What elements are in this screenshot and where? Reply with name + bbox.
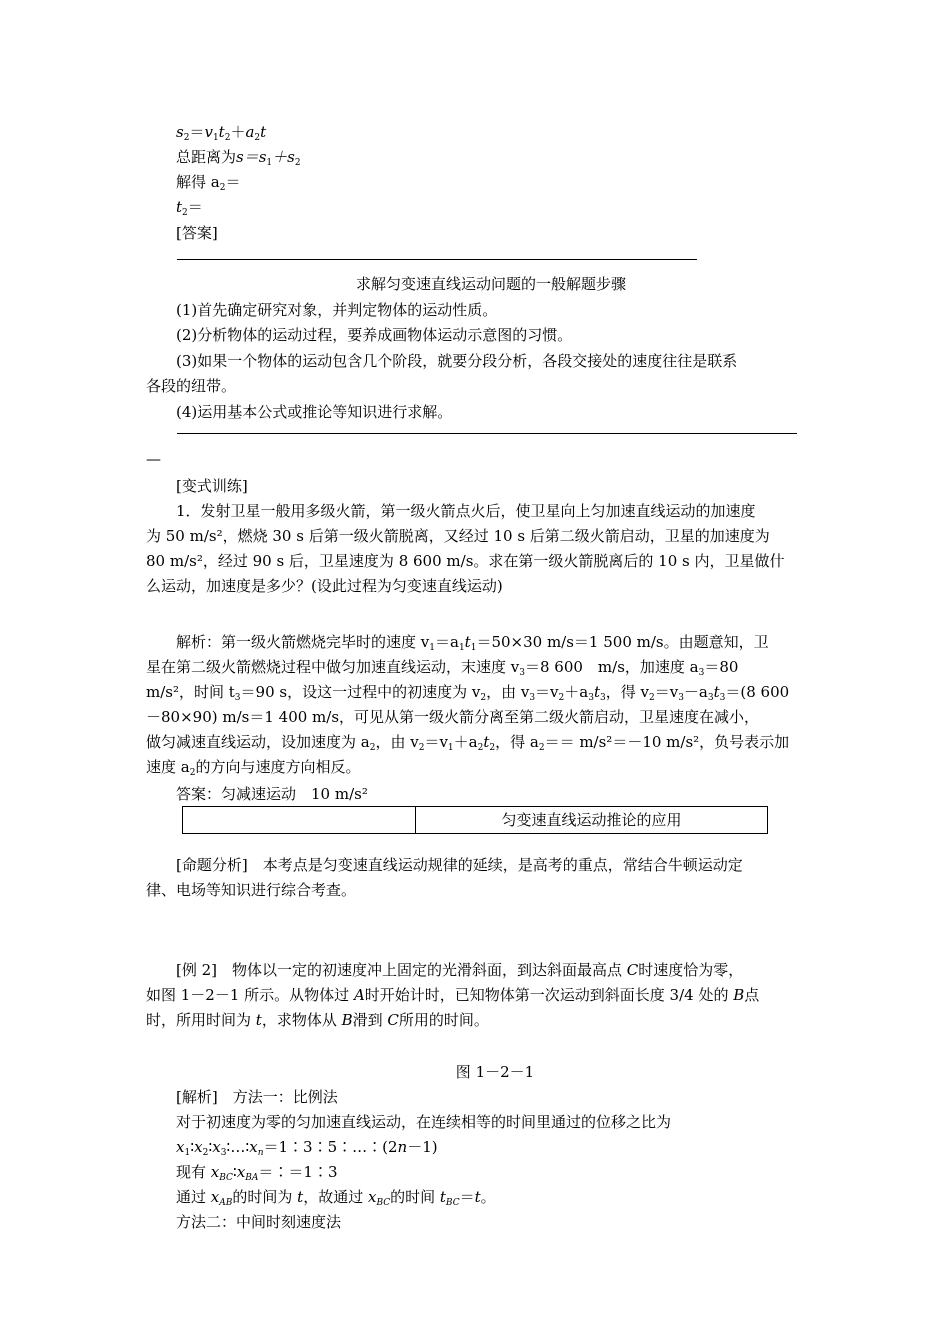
variant-analysis-3: m/s²，时间 $t_3=90$ s，设这一过程中的初速度为 $v_2$，由 $v_3=v_2+a_3t_3$，得 $v_2=v_3-a_3t_3=(8$ 600 — [146, 683, 790, 703]
sub-bc: BC — [219, 1173, 233, 1183]
text: ，得 v — [605, 683, 649, 701]
method-step-4: (4)运用基本公式或推论等知识进行求解。 — [176, 403, 453, 421]
text: 解析：第一级火箭燃烧完毕时的速度 v — [176, 633, 430, 651]
text: 通过 — [176, 1188, 211, 1206]
topic-table — [182, 806, 768, 834]
var-t: t — [255, 1011, 262, 1029]
solve-a2: 解得 a — [176, 173, 220, 191]
variant-analysis-6: 速度 $a_2$的方向与速度方向相反。 — [146, 758, 361, 778]
variant-question-4: 么运动，加速度是多少？(设此过程为匀变速直线运动) — [146, 577, 503, 595]
text: ＝ — [459, 1188, 475, 1206]
text: －a — [683, 683, 708, 701]
var-a: a — [245, 123, 255, 141]
point-c: C — [387, 1011, 399, 1029]
text: ＝1∶3∶5∶…∶(2 — [263, 1138, 398, 1156]
text: ＝v — [424, 733, 448, 751]
s-eq: s＝s — [236, 148, 267, 166]
method-step-3a: (3)如果一个物体的运动包含几个阶段，就要分段分析，各段交接处的速度往往是联系 — [176, 352, 738, 370]
text: ＝80 — [704, 658, 739, 676]
text: 的时间为 — [232, 1188, 298, 1206]
sub-bc: BC — [376, 1198, 391, 1208]
var-x: x — [210, 1188, 220, 1206]
text: 时，所用时间为 — [146, 1011, 256, 1029]
text: ＝90 s，设这一过程中的初速度为 v — [240, 683, 481, 701]
sub-ba: BA — [245, 1173, 259, 1183]
method-tail-dash: — — [146, 450, 161, 468]
colon-dots: ∶…∶ — [226, 1138, 250, 1156]
analysis-line-1: [命题分析] 本考点是匀变速直线运动规律的延续，是高考的重点，常结合牛顿运动定 — [176, 856, 743, 874]
variant-analysis-2: 星在第二级火箭燃烧过程中做匀加速直线运动，末速度 $v_3=8$ 600 m/s，加速度 $a_3=80$ — [146, 658, 739, 678]
var-t: t — [474, 1188, 481, 1206]
var-t: t — [176, 198, 183, 216]
text: ＝a — [434, 633, 459, 651]
eq-sign: ＝ — [187, 198, 203, 216]
text: ，求物体从 — [261, 1011, 342, 1029]
var-t: t — [464, 633, 471, 651]
pass-time — [176, 1185, 496, 1209]
colon: ∶ — [208, 1138, 213, 1156]
text: 速度 a — [146, 758, 190, 776]
text: ＝v — [535, 683, 559, 701]
var-x: x — [194, 1138, 203, 1156]
text: 做匀减速直线运动，设加速度为 a — [146, 733, 370, 751]
now-ratio — [176, 1160, 338, 1184]
var-n: n — [397, 1138, 408, 1156]
variant-question-2: 为 50 m/s²，燃烧 30 s 后第一级火箭脱离，又经过 10 s 后第二级火箭启动，卫星的加速度为 — [146, 527, 770, 545]
total-text: 总距离为 — [176, 148, 237, 166]
text: 滑到 — [352, 1011, 388, 1029]
text: 的时间 — [390, 1188, 440, 1206]
table-right-cell: 匀变速直线运动推论的应用 — [501, 811, 682, 829]
divider-method — [177, 433, 797, 434]
variant-analysis-4: －80×90) m/s＝1 400 m/s，可见从第一级火箭分离至第二级火箭启动，卫星速度在减小， — [146, 708, 760, 726]
var-t: t — [483, 733, 490, 751]
method-title: 求解匀变速直线运动问题的一般解题步骤 — [355, 275, 626, 293]
variant-question-1: 1．发射卫星一般用多级火箭，第一级火箭点火后，使卫星向上匀加速直线运动的加速度 — [176, 502, 756, 520]
colon: ∶ — [190, 1138, 195, 1156]
sub-bc: BC — [445, 1198, 460, 1208]
var-v: v — [204, 123, 213, 141]
var-t: t — [593, 683, 600, 701]
ratio-formula: $x_1∶x_2∶x_3∶\dots∶x_n=1∶3∶5∶\dots∶(2n-1)$ — [176, 1138, 438, 1158]
variant-answer: 答案：匀减速运动 10 m/s² — [176, 785, 368, 803]
text: ，由 v — [375, 733, 419, 751]
solve-a2-line: 解得 $a_2=$ — [176, 173, 241, 193]
analysis-line-2: 律、电场等知识进行综合考查。 — [146, 881, 357, 899]
answer-tag: [答案] — [176, 224, 218, 242]
point-a: A — [353, 986, 365, 1004]
var-x: x — [212, 1138, 221, 1156]
method-step-2: (2)分析物体的运动过程，要养成画物体运动示意图的习惯。 — [176, 326, 573, 344]
var-t: t — [297, 1188, 304, 1206]
var-x: x — [210, 1163, 220, 1181]
text: ＝50×30 m/s＝1 500 m/s。由题意知，卫 — [476, 633, 769, 651]
variant-analysis-5: 做匀减速直线运动，设加速度为 $a_2$，由 $v_2=v_1+a_2t_2$，得 $a_2== m/s^2=-10$ m/s²，负号表示加 — [146, 733, 790, 753]
method-step-3b: 各段的纽带。 — [146, 377, 237, 395]
text: ，故通过 — [303, 1188, 368, 1206]
point-c: C — [626, 961, 639, 979]
divider-top — [177, 259, 697, 260]
text: [例 2] 物体以一定的初速度冲上固定的光滑斜面，到达斜面最高点 — [176, 961, 627, 979]
var-x: x — [176, 1138, 185, 1156]
text: ＝＝ m/s²＝－10 m/s²，负号表示加 — [544, 733, 790, 751]
eq-sign: ＝ — [189, 123, 205, 141]
equation-s2: $s_2=v_1t_2+a_2t$ — [176, 123, 267, 143]
example2-line-2 — [146, 983, 759, 1007]
figure-caption: 图 1－2－1 — [455, 1063, 535, 1081]
text: 时开始计时，已知物体第一次运动到斜面长度 3/4 处的 — [364, 986, 734, 1004]
point-b: B — [341, 1011, 353, 1029]
example2-line-1 — [176, 958, 743, 982]
sub-ab: AB — [219, 1198, 233, 1208]
text: 的方向与速度方向相反。 — [195, 758, 361, 776]
text: 现有 — [176, 1163, 211, 1181]
text: ，由 v — [486, 683, 530, 701]
text: 。 — [480, 1188, 496, 1206]
text: m/s²，时间 t — [146, 683, 235, 701]
text: 时速度恰为零， — [638, 961, 744, 979]
var-s: s — [176, 123, 184, 141]
ratio-intro: 对于初速度为零的匀加速直线运动，在连续相等的时间里通过的位移之比为 — [176, 1113, 672, 1131]
text: ＝8 600 m/s，加速度 a — [524, 658, 699, 676]
total-distance-line: 总距离为$s=s_1+s_2$ — [176, 148, 301, 168]
t2-line: $t_2=$ — [176, 198, 203, 218]
solution-method-1: [解析] 方法一：比例法 — [176, 1088, 338, 1106]
text: ＋a — [564, 683, 589, 701]
text: 所用的时间。 — [398, 1011, 489, 1029]
eq-sign: ＝ — [225, 173, 241, 191]
solution-method-2: 方法二：中间时刻速度法 — [176, 1213, 342, 1231]
text: ＝(8 600 — [725, 683, 790, 701]
var-x: x — [367, 1188, 377, 1206]
text: ＝v — [654, 683, 679, 701]
example2-line-3 — [146, 1008, 489, 1032]
variant-analysis-1: 解析：第一级火箭燃烧完毕时的速度 $v_1=a_1t_1=50\times 30$ m/s＝1 500 m/s。由题意知，卫 — [176, 633, 769, 653]
text: ＝∶＝1∶3 — [258, 1163, 338, 1181]
text: 星在第二级火箭燃烧过程中做匀加速直线运动，末速度 v — [146, 658, 520, 676]
sub-n: n — [257, 1148, 264, 1158]
plus-sign: ＋ — [230, 123, 246, 141]
colon: ∶ — [232, 1163, 237, 1181]
var-x: x — [249, 1138, 258, 1156]
var-t: t — [260, 123, 267, 141]
var-t: t — [713, 683, 720, 701]
text: －1) — [407, 1138, 438, 1156]
s-plus: ＋s — [272, 148, 295, 166]
var-x: x — [236, 1163, 246, 1181]
var-t: t — [439, 1188, 446, 1206]
text: 点 — [744, 986, 760, 1004]
text: ＋a — [453, 733, 478, 751]
point-b: B — [733, 986, 745, 1004]
text: ，得 a — [495, 733, 539, 751]
variant-tag: [变式训练] — [176, 477, 248, 495]
method-step-1: (1)首先确定研究对象，并判定物体的运动性质。 — [176, 301, 498, 319]
text: 如图 1－2－1 所示。从物体过 — [146, 986, 354, 1004]
variant-question-3: 80 m/s²，经过 90 s 后，卫星速度为 8 600 m/s。求在第一级火箭脱离后的 10 s 内，卫星做什 — [146, 552, 785, 570]
var-t: t — [218, 123, 225, 141]
